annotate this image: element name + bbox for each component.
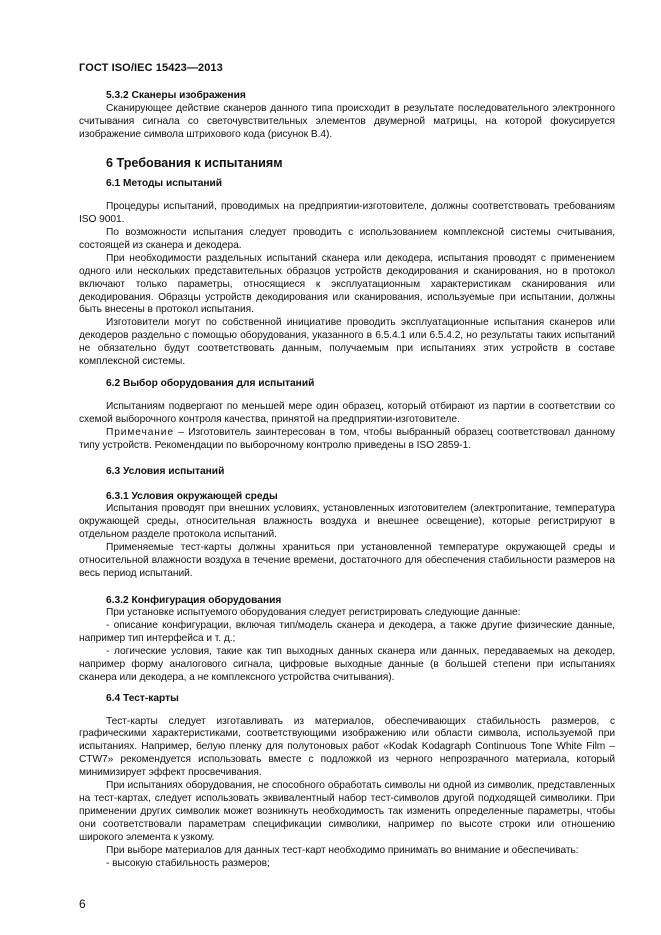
list-item: - логические условия, такие как тип выходных данных сканера или данных, передаваемых на декодер, например форму аналогового сигнала, цифровые выходные данные (в большей степени при испытаниях сканера или декодера, а не комплексного устройства считывания).	[79, 645, 615, 683]
section-heading-6-2: 6.2 Выбор оборудования для испытаний	[106, 378, 315, 390]
paragraph: При испытаниях оборудования, не способного обработать символы ни одной из символик, представленных на тест-картах, следует использовать эквивалентный набор тест-символов другой подходящей символики. При применении других символик может возникнуть необходимость так изменить определенные параметры, чтобы они соответствовали параметрам спецификации символики, например по высоте строки или отношению широкого элемента к узкому.	[79, 780, 615, 844]
paragraph: Применяемые тест-карты должны храниться при установленной температуре окружающей среды и относительной влажности воздуха в течение времени, достаточного для обеспечения стабильности размеров на весь период испытаний.	[79, 541, 615, 579]
section-heading-5-3-2: 5.3.2 Сканеры изображения	[106, 90, 246, 101]
paragraph: При необходимости раздельных испытаний сканера или декодера, испытания проводят с применением одного или нескольких представительных образцов устройств декодирования и сканирования, но в протокол включают только параметры, относящиеся к эксплуатационным характеристикам сканирования или декодирования. Образцы устройств декодирования или сканирования, используемые при испытании, должны быть внесены в протокол испытания.	[79, 252, 615, 316]
paragraph: При выборе материалов для данных тест-карт необходимо принимать во внимание и обеспечивать:	[106, 845, 579, 857]
paragraph: Испытания проводят при внешних условиях, установленных изготовителем (электропитание, температура окружающей среды, относительная влажность воздуха и внешнее освещение), которые регистрируют в отдельном разделе протокола испытаний.	[79, 503, 615, 540]
list-item: - описание конфигурации, включая тип/модель сканера и декодера, а также другие физические данные, например тип интерфейса и т. д.;	[79, 619, 615, 644]
page-body	[79, 83, 615, 871]
page-number: 6	[79, 897, 86, 911]
section-heading-6-3: 6.3 Условия испытаний	[106, 466, 225, 478]
section-heading-6-4: 6.4 Тест-карты	[106, 692, 179, 704]
paragraph: Сканирующее действие сканеров данного типа происходит в результате последовательного электронного считывания сигнала со светочувствительных элементов двумерной матрицы, на которой фокусируется изображение символа штрихового кода (рисунок В.4).	[79, 103, 615, 140]
paragraph: По возможности испытания следует проводить с использованием комплексной системы считывания, состоящей из сканера и декодера.	[79, 226, 615, 251]
paragraph: При установке испытуемого оборудования следует регистрировать следующие данные:	[106, 606, 521, 618]
section-heading-6-3-2: 6.3.2 Конфигурация оборудования	[106, 594, 282, 606]
standard-identifier: ГОСТ ISO/IEC 15423—2013	[79, 62, 223, 74]
note-text: – Изготовитель заинтересован в том, чтобы выбранный образец соответствовал данному типу устройств. Рекомендации по выборочному контролю приведены в ISO 2859-1.	[79, 427, 615, 452]
section-heading-6: 6 Требования к испытаниям	[106, 155, 283, 170]
list-item: - высокую стабильность размеров;	[106, 857, 270, 869]
note-label: Примечание	[106, 427, 174, 439]
paragraph: Испытаниям подвергают по меньшей мере один образец, который отбирают из партии в соответствии со схемой выборочного контроля качества, принятой на предприятии-изготовителе.	[79, 401, 615, 426]
paragraph: Процедуры испытаний, проводимых на предприятии-изготовителе, должны соответствовать требованиям ISO 9001.	[79, 200, 615, 225]
section-heading-6-1: 6.1 Методы испытаний	[106, 177, 223, 189]
section-heading-6-3-1: 6.3.1 Условия окружающей среды	[106, 491, 278, 503]
paragraph: Изготовители могут по собственной инициативе проводить эксплуатационные испытания сканеров или декодеров раздельно с помощью оборудования, указанного в 6.5.4.1 или 6.5.4.2, но результаты таких испытаний не обязательно будут соответствовать данным, получаемым при испытаниях этих устройств в составе комплексной системы.	[79, 317, 615, 368]
note-paragraph	[79, 427, 615, 453]
paragraph: Тест-карты следует изготавливать из материалов, обеспечивающих стабильность размеров, с графическими характеристиками, соответствующими изображению или области символа, используемой при испытаниях. Например, белую пленку для полутоновых работ «Kodak Kodagraph Continuous Tone White Film – CTW7» рекомендуется использовать вместе с подложкой из черного непрозрачного материала, который минимизирует эффект просвечивания.	[79, 715, 615, 779]
